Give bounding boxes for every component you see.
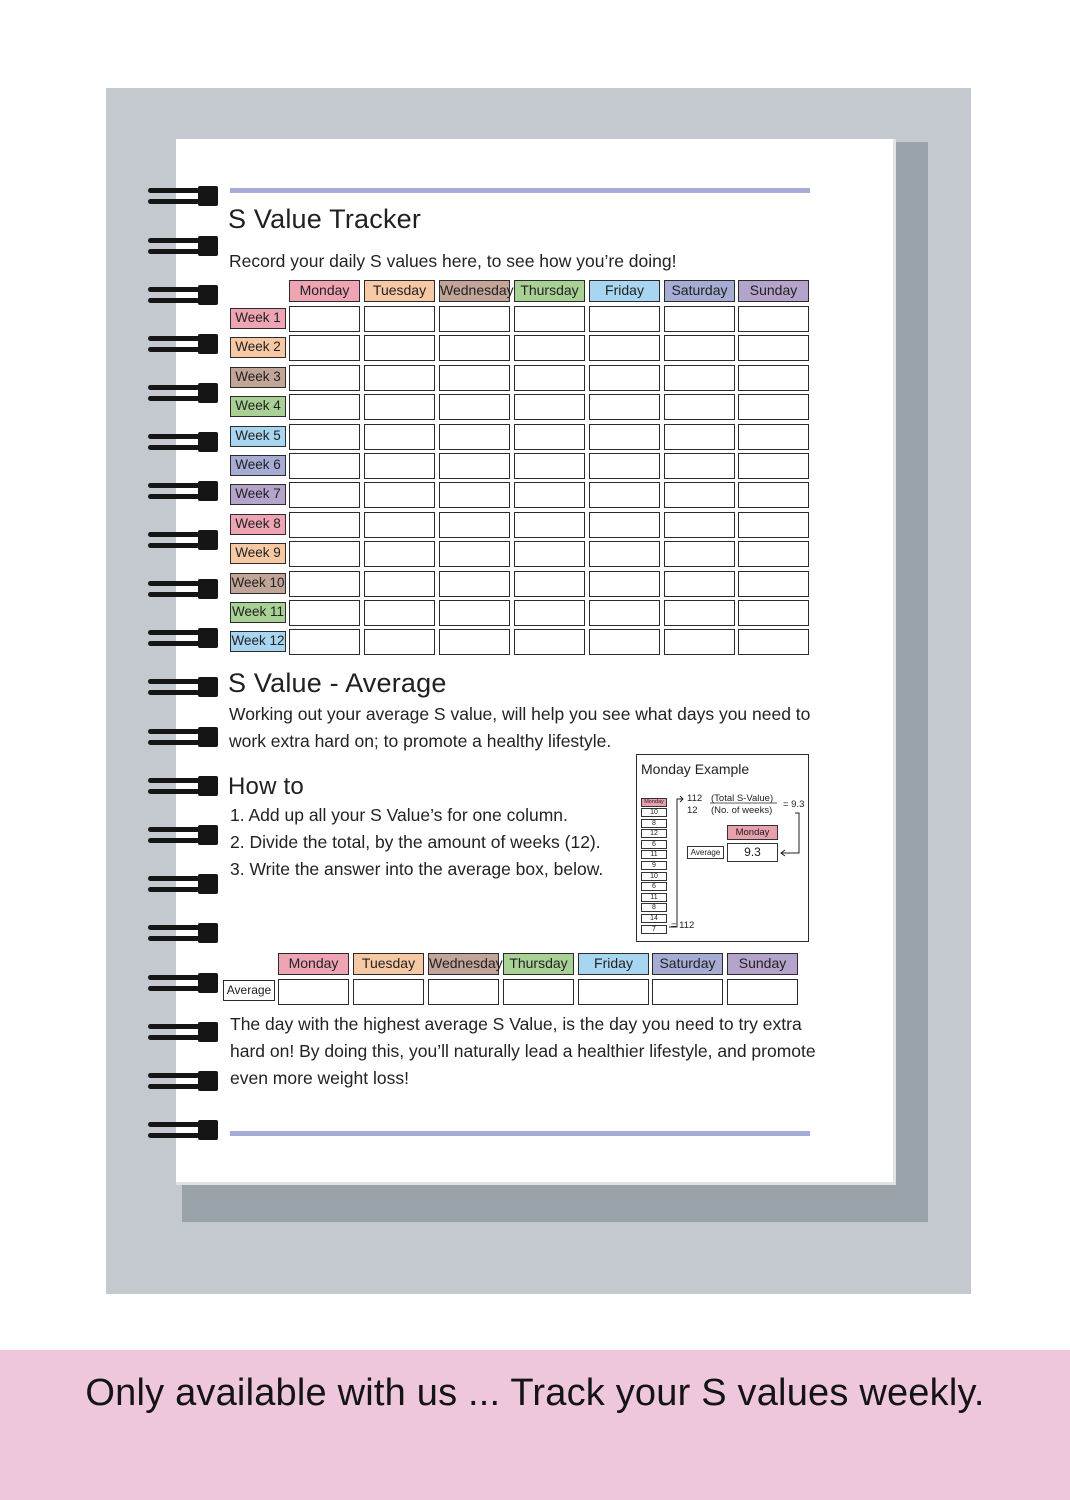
tracker-cell[interactable] (289, 482, 360, 508)
average-intro-line-1: Working out your average S value, will help you see what days you need to (229, 704, 811, 724)
week-label: Week 7 (230, 484, 286, 505)
example-result-eq: = 9.3 (783, 799, 805, 810)
notebook-shadow-bottom (182, 1180, 928, 1222)
week-label: Week 2 (230, 337, 286, 358)
tracker-cell[interactable] (439, 629, 510, 655)
day-header-saturday: Saturday (664, 280, 735, 302)
tracker-cell[interactable] (589, 512, 660, 538)
tracker-cell[interactable] (364, 512, 435, 538)
binding-ring (148, 186, 220, 208)
tracker-cell[interactable] (439, 335, 510, 361)
example-result-box: 9.3 (727, 843, 778, 862)
tracker-cell[interactable] (439, 306, 510, 332)
closing-line-3: even more weight loss! (230, 1068, 409, 1088)
example-value-cell: 6 (641, 882, 667, 891)
tracker-cell[interactable] (664, 482, 735, 508)
tracker-cell[interactable] (439, 600, 510, 626)
tracker-cell[interactable] (738, 512, 809, 538)
tracker-cell[interactable] (664, 306, 735, 332)
day-header-friday: Friday (589, 280, 660, 302)
average-header-friday: Friday (578, 953, 649, 975)
average-header-tuesday: Tuesday (353, 953, 424, 975)
tracker-cell[interactable] (664, 629, 735, 655)
tracker-cell[interactable] (514, 335, 585, 361)
average-header-monday: Monday (278, 953, 349, 975)
tracker-cell[interactable] (439, 512, 510, 538)
binding-ring (148, 432, 220, 454)
week-label: Week 1 (230, 308, 286, 329)
tracker-cell[interactable] (514, 541, 585, 567)
tracker-cell[interactable] (289, 365, 360, 391)
example-value-cell: 8 (641, 903, 667, 912)
day-header-tuesday: Tuesday (364, 280, 435, 302)
tracker-cell[interactable] (439, 394, 510, 420)
average-cell-saturday[interactable] (652, 979, 723, 1005)
tracker-cell[interactable] (514, 306, 585, 332)
tracker-cell[interactable] (664, 453, 735, 479)
tracker-cell[interactable] (738, 424, 809, 450)
tracker-cell[interactable] (514, 629, 585, 655)
closing-line-1: The day with the highest average S Value, is the day you need to try extra (230, 1014, 802, 1034)
tracker-cell[interactable] (514, 482, 585, 508)
howto-step-3: 3. Write the answer into the average box, below. (230, 859, 604, 879)
tracker-cell[interactable] (364, 453, 435, 479)
example-value-cell: 8 (641, 819, 667, 828)
binding-ring (148, 1071, 220, 1093)
average-header-saturday: Saturday (652, 953, 723, 975)
closing-line-2: hard on! By doing this, you’ll naturally lead a healthier lifestyle, and promote (230, 1041, 816, 1061)
binding-ring (148, 383, 220, 405)
tracker-cell[interactable] (364, 306, 435, 332)
tracker-cell[interactable] (439, 541, 510, 567)
example-sum: = 112 (671, 920, 695, 931)
day-header-monday: Monday (289, 280, 360, 302)
binding-ring (148, 628, 220, 650)
binding-ring (148, 825, 220, 847)
tracker-cell[interactable] (439, 453, 510, 479)
monday-example-box (636, 754, 809, 942)
average-cell-tuesday[interactable] (353, 979, 424, 1005)
example-value-cell: 9 (641, 861, 667, 870)
day-header-thursday: Thursday (514, 280, 585, 302)
tracker-cell[interactable] (589, 306, 660, 332)
average-intro-line-2: work extra hard on; to promote a healthy lifestyle. (229, 731, 612, 751)
tracker-cell[interactable] (364, 629, 435, 655)
binding-ring (148, 579, 220, 601)
tracker-cell[interactable] (514, 600, 585, 626)
tracker-cell[interactable] (664, 424, 735, 450)
top-rule (230, 188, 810, 193)
tracker-subtitle: Record your daily S values here, to see how you’re doing! (229, 251, 677, 271)
howto-title: How to (228, 773, 304, 800)
tracker-cell[interactable] (514, 453, 585, 479)
tracker-cell[interactable] (364, 571, 435, 597)
day-header-wednesday: Wednesday (439, 280, 510, 302)
average-cell-monday[interactable] (278, 979, 349, 1005)
tracker-cell[interactable] (664, 394, 735, 420)
week-label: Week 11 (230, 602, 286, 623)
tracker-cell[interactable] (589, 571, 660, 597)
bottom-rule (230, 1131, 810, 1136)
binding-ring (148, 285, 220, 307)
binding-ring (148, 1022, 220, 1044)
example-numerator: 112 (687, 793, 703, 804)
example-value-cell: 11 (641, 850, 667, 859)
week-label: Week 12 (230, 631, 286, 652)
tracker-cell[interactable] (738, 394, 809, 420)
tracker-cell[interactable] (738, 365, 809, 391)
tracker-cell[interactable] (589, 394, 660, 420)
binding-ring (148, 727, 220, 749)
example-numerator-note: (Total S-Value) (711, 793, 774, 804)
tracker-cell[interactable] (738, 335, 809, 361)
average-header-wednesday: Wednesday (428, 953, 499, 975)
tracker-cell[interactable] (289, 512, 360, 538)
average-cell-sunday[interactable] (727, 979, 798, 1005)
average-cell-thursday[interactable] (503, 979, 574, 1005)
average-title: S Value - Average (228, 668, 447, 698)
tracker-cell[interactable] (664, 365, 735, 391)
example-value-cell: 14 (641, 914, 667, 923)
tracker-cell[interactable] (738, 453, 809, 479)
example-denominator: 12 (687, 805, 698, 816)
week-label: Week 8 (230, 514, 286, 535)
promo-tagline: Only available with us ... Track your S values weekly. (85, 1372, 985, 1414)
week-label: Week 5 (230, 426, 286, 447)
tracker-cell[interactable] (738, 600, 809, 626)
average-header-sunday: Sunday (727, 953, 798, 975)
tracker-cell[interactable] (514, 365, 585, 391)
tracker-title: S Value Tracker (228, 204, 422, 234)
average-row-label: Average (223, 980, 275, 1001)
example-column-header: Monday (641, 798, 667, 807)
binding-ring (148, 481, 220, 503)
tracker-cell[interactable] (738, 482, 809, 508)
example-average-label: Average (687, 846, 724, 859)
tracker-cell[interactable] (289, 424, 360, 450)
tracker-cell[interactable] (439, 365, 510, 391)
week-label: Week 4 (230, 396, 286, 417)
average-header-thursday: Thursday (503, 953, 574, 975)
tracker-cell[interactable] (514, 571, 585, 597)
tracker-cell[interactable] (664, 600, 735, 626)
tracker-cell[interactable] (589, 600, 660, 626)
example-box-header: Monday (727, 825, 778, 840)
example-arrows (637, 755, 810, 943)
week-label: Week 9 (230, 543, 286, 564)
howto-step-2: 2. Divide the total, by the amount of weeks (12). (230, 832, 601, 852)
average-cell-wednesday[interactable] (428, 979, 499, 1005)
tracker-cell[interactable] (439, 482, 510, 508)
tracker-cell[interactable] (364, 365, 435, 391)
tracker-cell[interactable] (289, 394, 360, 420)
binding-ring (148, 677, 220, 699)
tracker-cell[interactable] (664, 512, 735, 538)
week-label: Week 6 (230, 455, 286, 476)
tracker-cell[interactable] (589, 482, 660, 508)
binding-ring (148, 1120, 220, 1142)
tracker-cell[interactable] (589, 424, 660, 450)
tracker-cell[interactable] (289, 629, 360, 655)
tracker-cell[interactable] (364, 600, 435, 626)
tracker-cell[interactable] (289, 600, 360, 626)
tracker-cell[interactable] (738, 541, 809, 567)
tracker-cell[interactable] (364, 541, 435, 567)
average-cell-friday[interactable] (578, 979, 649, 1005)
example-denominator-note: (No. of weeks) (711, 805, 773, 816)
binding-ring (148, 923, 220, 945)
tracker-cell[interactable] (664, 335, 735, 361)
tracker-cell[interactable] (589, 453, 660, 479)
tracker-cell[interactable] (289, 571, 360, 597)
binding-ring (148, 236, 220, 258)
tracker-cell[interactable] (738, 629, 809, 655)
tracker-cell[interactable] (514, 512, 585, 538)
example-value-cell: 10 (641, 872, 667, 881)
howto-step-1: 1. Add up all your S Value’s for one column. (230, 805, 568, 825)
tracker-cell[interactable] (664, 571, 735, 597)
tracker-cell[interactable] (364, 394, 435, 420)
tracker-cell[interactable] (364, 335, 435, 361)
tracker-cell[interactable] (289, 453, 360, 479)
tracker-cell[interactable] (364, 482, 435, 508)
tracker-cell[interactable] (664, 541, 735, 567)
tracker-cell[interactable] (364, 424, 435, 450)
tracker-cell[interactable] (738, 571, 809, 597)
week-label: Week 3 (230, 367, 286, 388)
tracker-cell[interactable] (514, 394, 585, 420)
tracker-cell[interactable] (289, 306, 360, 332)
week-label: Week 10 (230, 573, 286, 594)
example-value-cell: 10 (641, 808, 667, 817)
binding-ring (148, 874, 220, 896)
tracker-cell[interactable] (589, 335, 660, 361)
binding-ring (148, 334, 220, 356)
tracker-cell[interactable] (439, 424, 510, 450)
example-value-cell: 12 (641, 829, 667, 838)
tracker-cell[interactable] (289, 335, 360, 361)
tracker-cell[interactable] (589, 365, 660, 391)
tracker-cell[interactable] (589, 629, 660, 655)
example-value-cell: 6 (641, 840, 667, 849)
example-value-cell: 11 (641, 893, 667, 902)
example-title: Monday Example (641, 761, 750, 777)
tracker-cell[interactable] (589, 541, 660, 567)
binding-ring (148, 530, 220, 552)
tracker-cell[interactable] (439, 571, 510, 597)
binding-ring (148, 776, 220, 798)
binding-ring (148, 973, 220, 995)
tracker-cell[interactable] (289, 541, 360, 567)
tracker-cell[interactable] (514, 424, 585, 450)
example-value-cell: 7 (641, 925, 667, 934)
tracker-cell[interactable] (738, 306, 809, 332)
day-header-sunday: Sunday (738, 280, 809, 302)
